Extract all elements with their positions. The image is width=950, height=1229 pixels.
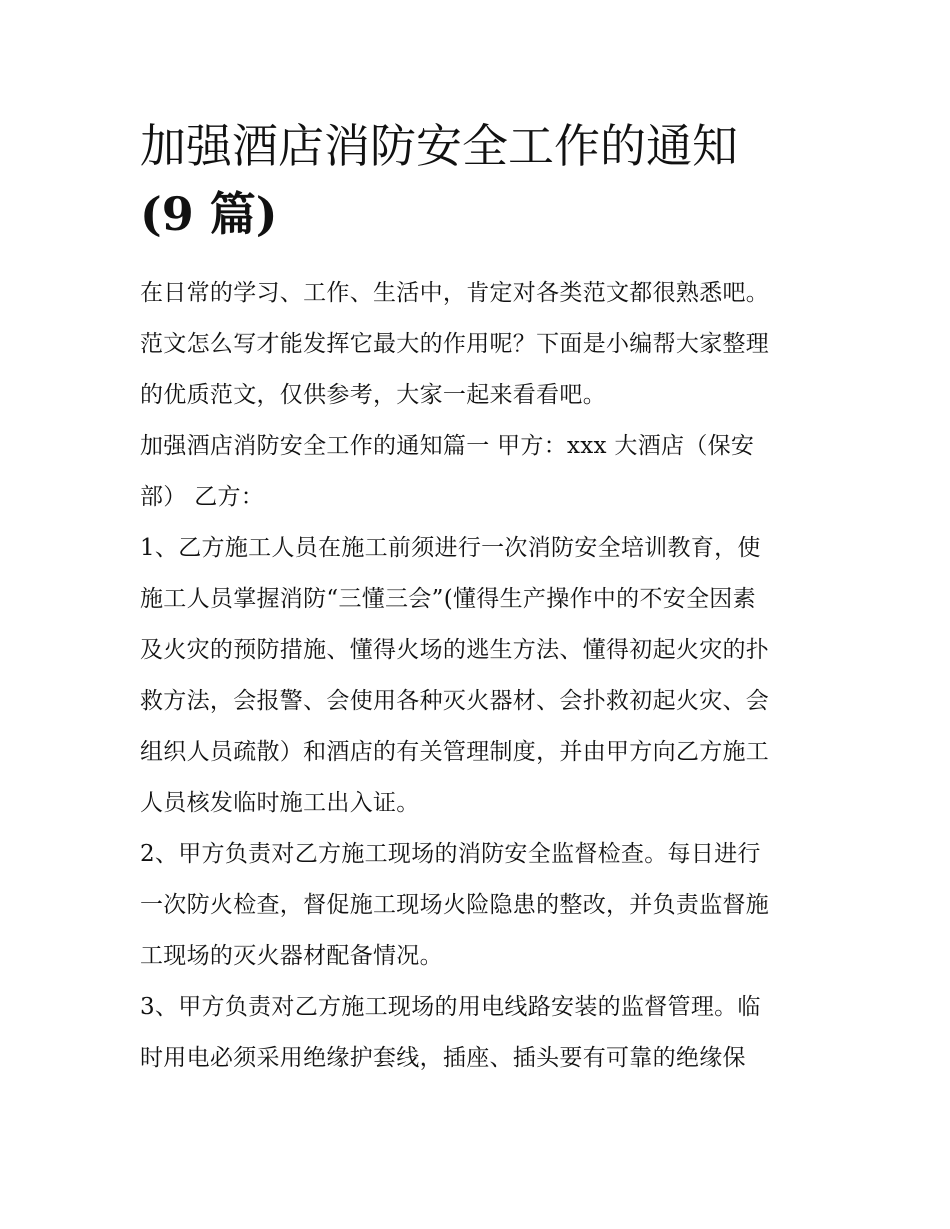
clause-2-paragraph xyxy=(140,829,815,982)
text-line: 加强酒店消防安全工作的通知篇一 甲方：xxx 大酒店（保安 xyxy=(140,433,755,459)
text-line: 3、甲方负责对乙方施工现场的用电线路安装的监督管理。临 xyxy=(140,994,761,1020)
text-line: 一次防火检查，督促施工现场火险隐患的整改，并负责监督施 xyxy=(140,892,770,918)
text-line: 部） 乙方： xyxy=(140,484,265,510)
text-line: 1、乙方施工人员在施工前须进行一次消防安全培训教育，使 xyxy=(140,535,761,561)
text-line: 工现场的灭火器材配备情况。 xyxy=(140,943,443,969)
title-line: 加强酒店消防安全工作的通知 xyxy=(140,119,738,173)
text-line: 组织人员疏散）和酒店的有关管理制度，并由甲方向乙方施工 xyxy=(140,739,770,765)
text-line: 范文怎么写才能发挥它最大的作用呢？下面是小编帮大家整理 xyxy=(140,331,770,357)
clause-3-paragraph xyxy=(140,982,815,1084)
text-line: 人员核发临时施工出入证。 xyxy=(140,790,420,816)
clause-1-paragraph xyxy=(140,523,815,829)
text-line: 2、甲方负责对乙方施工现场的消防安全监督检查。每日进行 xyxy=(140,841,761,867)
text-line: 在日常的学习、工作、生活中，肯定对各类范文都很熟悉吧。 xyxy=(140,280,770,306)
document-page xyxy=(140,112,815,1084)
intro-paragraph xyxy=(140,268,815,421)
title-line: (9 篇) xyxy=(140,187,278,241)
document-title xyxy=(140,112,815,248)
section-heading-paragraph xyxy=(140,421,815,523)
text-line: 及火灾的预防措施、懂得火场的逃生方法、懂得初起火灾的扑 xyxy=(140,637,770,663)
text-line: 的优质范文，仅供参考，大家一起来看看吧。 xyxy=(140,382,606,408)
text-line: 时用电必须采用绝缘护套线，插座、插头要有可靠的绝缘保 xyxy=(140,1045,746,1071)
text-line: 施工人员掌握消防“三懂三会”(懂得生产操作中的不安全因素 xyxy=(140,586,756,612)
text-line: 救方法，会报警、会使用各种灭火器材、会扑救初起火灾、会 xyxy=(140,688,770,714)
